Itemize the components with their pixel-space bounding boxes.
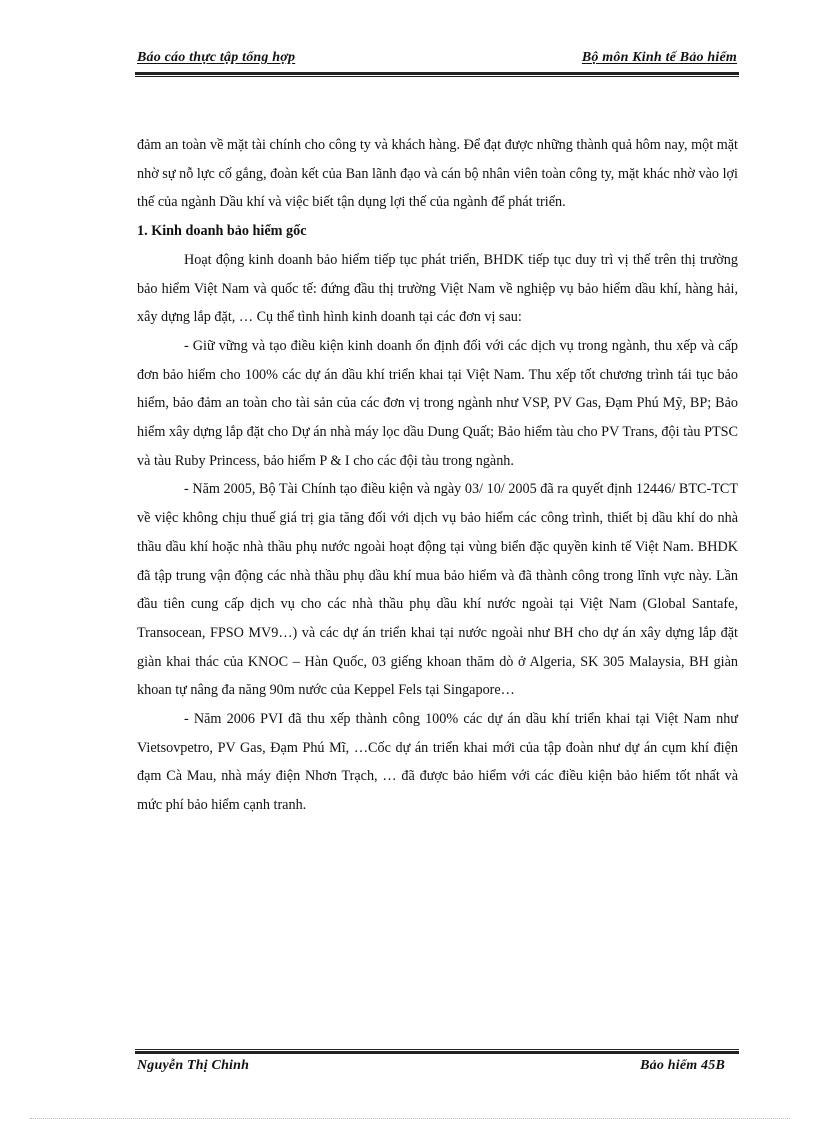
paragraph-4: - Năm 2006 PVI đã thu xếp thành công 100% các dự án dầu khí triển khai tại Việt Nam như Vietsovpetro, PV Gas, Đạm Phú Mĩ, …Cốc dự án triển khai mới của tập đoàn như dự án cụm khí điện đạm Cà Mau, nhà máy điện Nhơn Trạch, … đã được bảo hiểm với các điều kiện bảo hiểm tốt nhất và mức phí bảo hiểm cạnh tranh. — [137, 711, 738, 814]
paragraph-1: Hoạt động kinh doanh bảo hiểm tiếp tục phát triển, BHDK tiếp tục duy trì vị thế trên thị trường bảo hiểm Việt Nam và quốc tế: đứng đầu thị trường Việt Nam về nghiệp vụ bảo hiểm dầu khí, hàng hải, xây dựng lắp đặt, … Cụ thể tình hình kinh doanh tại các đơn vị sau: — [137, 251, 738, 326]
footer-class: Bảo hiểm 45B — [640, 1058, 725, 1073]
page-header — [135, 50, 739, 72]
intro-paragraph: đảm an toàn về mặt tài chính cho công ty và khách hàng. Để đạt được những thành quả hôm nay, một mặt nhờ sự nỗ lực cố gắng, đoàn kết của Ban lãnh đạo và cán bộ nhân viên toàn công ty, mặt khác nhờ vào lợi thế của ngành Dầu khí và việc biết tận dụng lợi thế của ngành để phát triển. — [137, 137, 738, 211]
header-rule — [135, 72, 739, 77]
section-heading: 1. Kinh doanh bảo hiểm gốc — [137, 223, 307, 240]
paragraph-3: - Năm 2005, Bộ Tài Chính tạo điều kiện và ngày 03/ 10/ 2005 đã ra quyết định 12446/ BTC-TCT về việc không chịu thuế giá trị gia tăng đối với dịch vụ bảo hiểm các công trình, thiết bị dầu khí do nhà thầu dầu khí hoặc nhà thầu phụ nước ngoài hoạt động tại vùng biển đặc quyền kinh tế Việt Nam. BHDK đã tập trung vận động các nhà thầu phụ dầu khí mua bảo hiểm và đã thành công trong lĩnh vực này. Lần đầu tiên cung cấp dịch vụ cho các nhà thầu phụ dầu khí nước ngoài tại Việt Nam (Global Santafe, Transocean, FPSO MV9…) và các dự án triển khai tại nước ngoài như BH cho dự án xây dựng lắp đặt giàn khai thác của KNOC – Hàn Quốc, 03 giếng khoan thăm dò ở Algeria, SK 305 Malaysia, BH giàn khoan tự nâng đa năng 90m nước của Keppel Fels tại Singapore… — [137, 481, 738, 699]
page-footer — [135, 1058, 739, 1080]
footer-author: Nguyễn Thị Chinh — [137, 1058, 250, 1073]
document-body — [137, 131, 738, 820]
page-edge-dotted-line — [30, 1118, 790, 1119]
header-report-title: Báo cáo thực tập tổng hợp — [137, 50, 296, 65]
header-department: Bộ môn Kinh tế Bảo hiểm — [581, 50, 737, 65]
footer-rule — [135, 1049, 739, 1054]
paragraph-2: - Giữ vững và tạo điều kiện kinh doanh ổn định đối với các dịch vụ trong ngành, thu xếp và cấp đơn bảo hiểm cho 100% các dự án dầu khí triển khai tại Việt Nam. Thu xếp tốt chương trình tái tục bảo hiểm, bảo đảm an toàn cho tài sản của các đơn vị trong ngành như VSP, PV Gas, Đạm Phú Mỹ, BP; Bảo hiểm xây dựng lắp đặt cho Dự án nhà máy lọc dầu Dung Quất; Bảo hiểm tàu cho PV Trans, đội tàu PTSC và tàu Ruby Princess, bảo hiểm P & I cho các đội tàu trong ngành. — [137, 337, 738, 469]
